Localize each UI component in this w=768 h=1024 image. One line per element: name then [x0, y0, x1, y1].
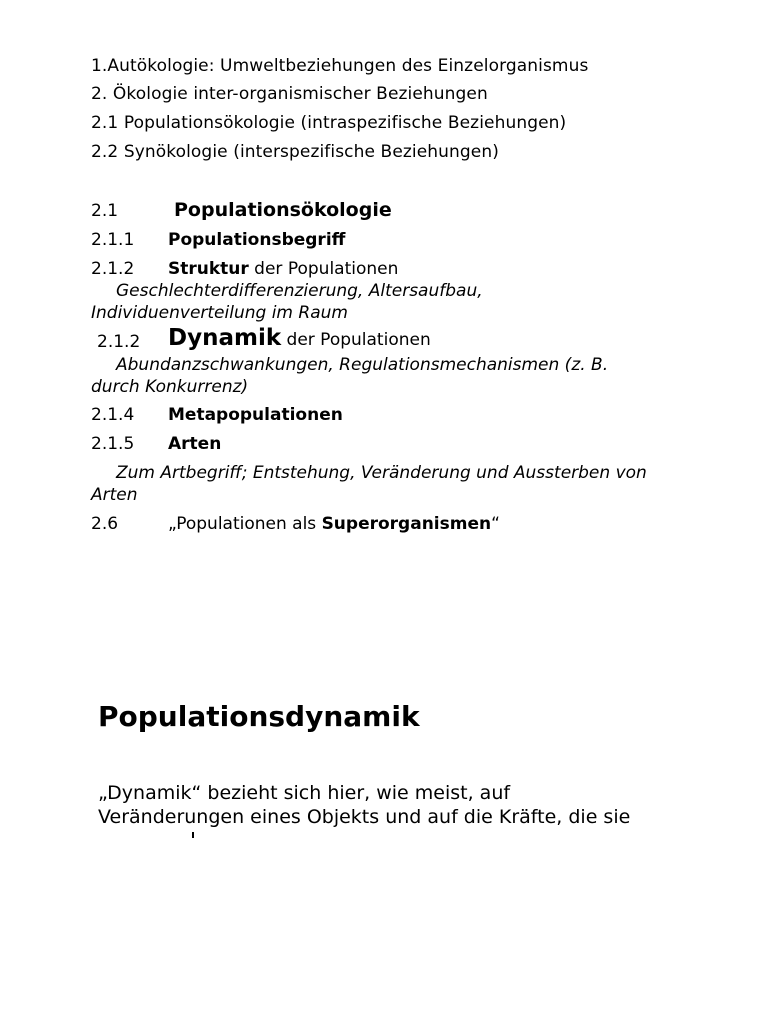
section-title-2-1-5: Arten [168, 434, 222, 454]
section-desc-2-1-2-dynamik-1: Abundanzschwankungen, Regulationsmechanismen (z. B. [116, 355, 609, 375]
outline-item-4: 2.2 Synökologie (interspezifische Beziehungen) [91, 142, 499, 162]
section-desc-2-1-5-1: Zum Artbegriff; Entstehung, Veränderung und Aussterben von [116, 463, 647, 483]
title-rest: der Populationen [281, 330, 431, 350]
section-desc-2-1-2-struktur-1: Geschlechterdifferenzierung, Altersaufbau, [116, 281, 483, 301]
title-rest: der Populationen [248, 259, 399, 279]
section-title-2-1-1: Populationsbegriff [168, 230, 346, 250]
section-title-2-6 [168, 514, 500, 534]
cropped-text-fragment [192, 832, 194, 838]
title-bold: Superorganismen [321, 514, 492, 534]
outline-item-3: 2.1 Populationsökologie (intraspezifische Beziehungen) [91, 113, 567, 133]
section-title-2-1-4: Metapopulationen [168, 405, 343, 425]
section-number-2-1-2-dynamik: 2.1.2 [97, 332, 141, 352]
paragraph-line-2: Veränderungen eines Objekts und auf die Kräfte, die sie [98, 806, 631, 828]
section-number-2-1: 2.1 [91, 201, 119, 221]
section-title-2-1-2-struktur [168, 259, 398, 279]
title-suffix: “ [491, 514, 500, 534]
section-number-2-1-2-struktur: 2.1.2 [91, 259, 135, 279]
title-bold: Struktur [168, 259, 249, 279]
section-number-2-1-1: 2.1.1 [91, 230, 135, 250]
page-heading: Populationsdynamik [98, 700, 420, 733]
outline-item-2: 2. Ökologie inter-organismischer Beziehungen [91, 84, 488, 104]
title-bold: Dynamik [168, 325, 282, 351]
section-number-2-1-4: 2.1.4 [91, 405, 135, 425]
paragraph-line-1: „Dynamik“ bezieht sich hier, wie meist, auf [98, 782, 511, 804]
section-number-2-6: 2.6 [91, 514, 119, 534]
section-desc-2-1-5-2: Arten [91, 485, 138, 505]
section-title-2-1: Populationsökologie [174, 199, 392, 221]
section-title-2-1-2-dynamik [168, 325, 431, 351]
title-prefix: „Populationen als [168, 514, 322, 534]
section-desc-2-1-2-struktur-2: Individuenverteilung im Raum [91, 303, 348, 323]
outline-item-1: 1.Autökologie: Umweltbeziehungen des Einzelorganismus [91, 56, 589, 76]
section-number-2-1-5: 2.1.5 [91, 434, 135, 454]
section-desc-2-1-2-dynamik-2: durch Konkurrenz) [91, 377, 249, 397]
